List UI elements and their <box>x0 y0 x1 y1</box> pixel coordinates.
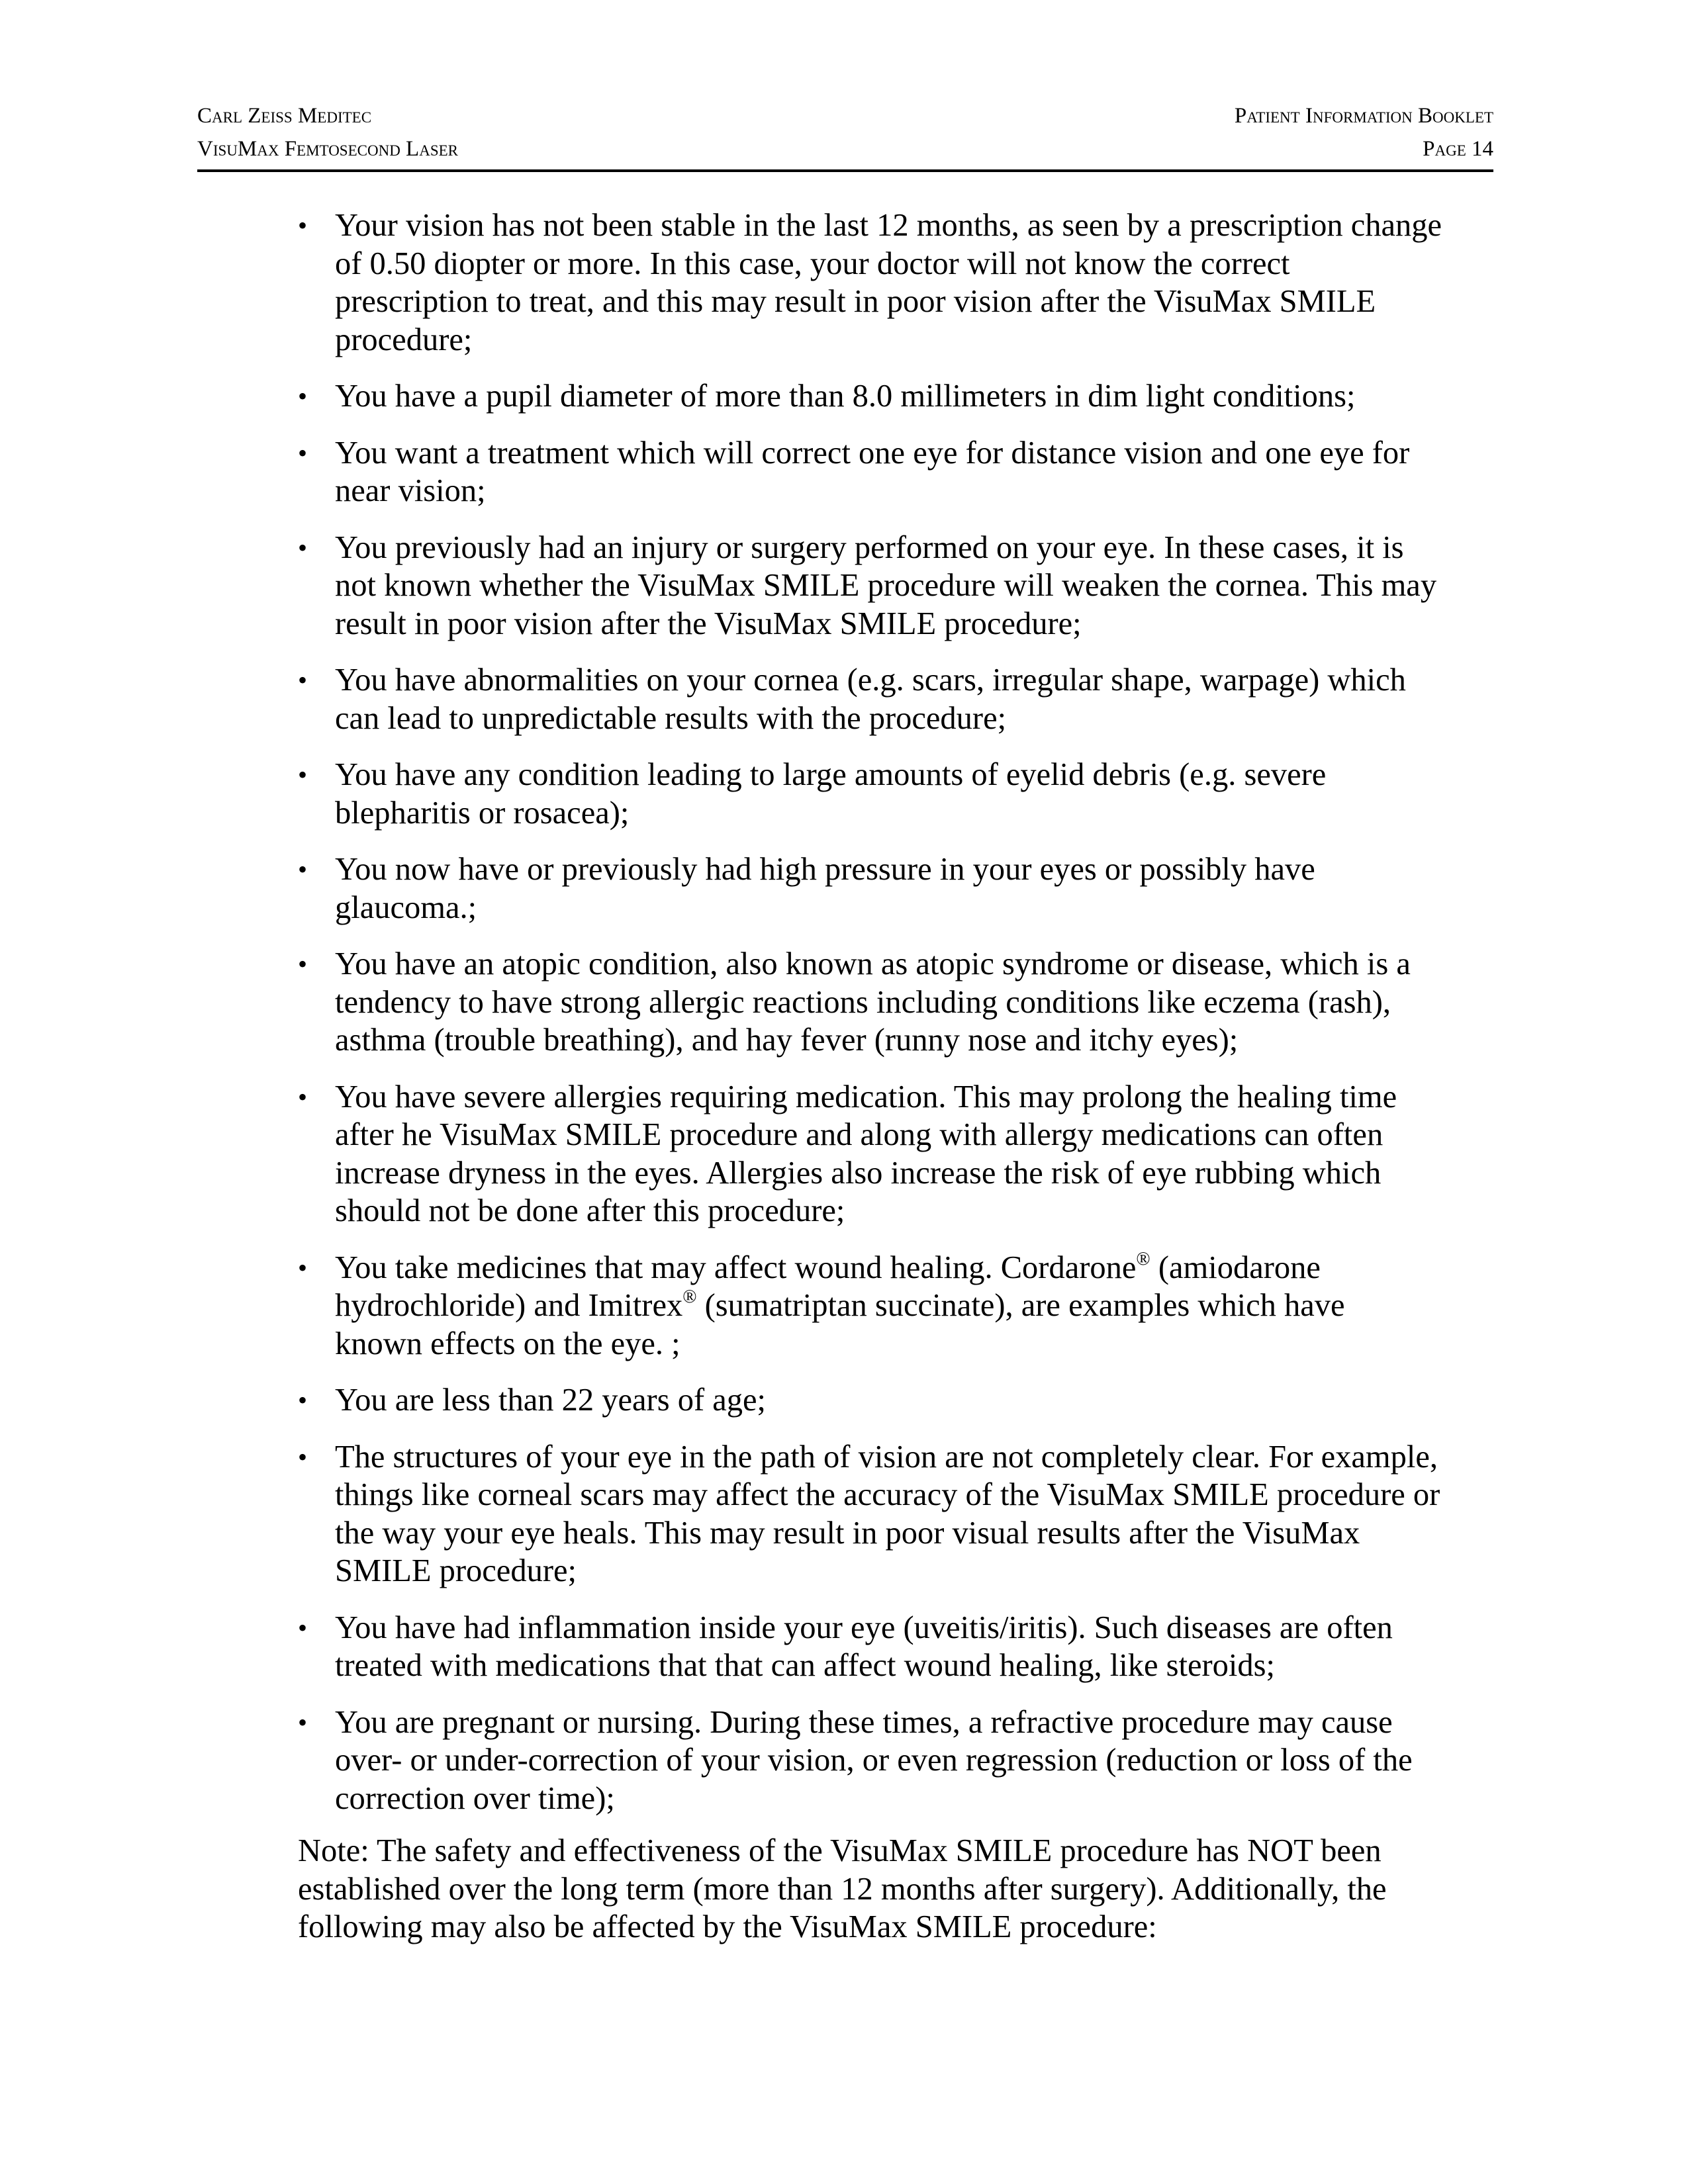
item-line: of 0.50 diopter or more. In this case, your doctor will not know the correct <box>335 246 1290 281</box>
item-line: You have had inflammation inside your eye (uveitis/iritis). Such diseases are often <box>335 1610 1393 1645</box>
bullet-icon: • <box>298 665 308 695</box>
item-line: You have an atopic condition, also known as atopic syndrome or disease, which is a <box>335 946 1411 981</box>
page-content <box>298 206 1489 1836</box>
item-line: near vision; <box>335 473 486 508</box>
item-line: after he VisuMax SMILE procedure and along with allergy medications can often <box>335 1117 1383 1152</box>
bullet-icon: • <box>298 760 308 790</box>
list-item <box>298 1609 1489 1685</box>
item-line: can lead to unpredictable results with the procedure; <box>335 700 1007 736</box>
item-text: hydrochloride) and Imitrex <box>335 1288 683 1323</box>
list-item <box>298 661 1489 737</box>
bullet-icon: • <box>298 1612 308 1643</box>
registered-trademark-mark: ® <box>1136 1248 1150 1269</box>
item-line: You now have or previously had high pressure in your eyes or possibly have <box>335 852 1315 887</box>
header-left <box>197 99 458 165</box>
item-line: You have a pupil diameter of more than 8.0 millimeters in dim light conditions; <box>335 379 1356 414</box>
list-item <box>298 1249 1489 1363</box>
bullet-icon: • <box>298 437 308 468</box>
list-item <box>298 434 1489 510</box>
item-line: You have abnormalities on your cornea (e.g. scars, irregular shape, warpage) which <box>335 662 1406 698</box>
item-line: asthma (trouble breathing), and hay fever (runny nose and itchy eyes); <box>335 1023 1239 1058</box>
item-line: You are pregnant or nursing. During these times, a refractive procedure may cause <box>335 1704 1393 1740</box>
document-title: Patient Information Booklet <box>1234 104 1493 128</box>
bullet-icon: • <box>298 854 308 884</box>
note-line: established over the long term (more than 12 months after surgery). Additionally, the <box>298 1871 1387 1907</box>
list-item <box>298 377 1489 416</box>
list-item <box>298 850 1489 927</box>
list-item <box>298 1438 1489 1590</box>
item-line: treated with medications that that can affect wound healing, like steroids; <box>335 1648 1275 1683</box>
item-line: The structures of your eye in the path of vision are not completely clear. For example, <box>335 1439 1438 1475</box>
safety-note <box>298 1832 1503 1946</box>
item-text: You take medicines that may affect wound healing. Cordarone <box>335 1250 1137 1285</box>
list-item <box>298 1381 1489 1420</box>
item-line: glaucoma.; <box>335 889 477 925</box>
item-line: You are less than 22 years of age; <box>335 1383 767 1418</box>
contraindication-list <box>298 206 1489 1817</box>
item-line: You previously had an injury or surgery performed on your eye. In these cases, it is <box>335 529 1404 565</box>
bullet-icon: • <box>298 949 308 979</box>
item-line: over- or under-correction of your vision, or even regression (reduction or loss of the <box>335 1743 1413 1778</box>
bullet-icon: • <box>298 381 308 411</box>
item-line: result in poor vision after the VisuMax SMILE procedure; <box>335 606 1082 641</box>
item-line: should not be done after this procedure; <box>335 1193 845 1228</box>
header-right <box>1235 99 1493 165</box>
product-name: VisuMax Femtosecond Laser <box>197 137 459 161</box>
list-item <box>298 756 1489 832</box>
list-item <box>298 529 1489 643</box>
bullet-icon: • <box>298 1081 308 1112</box>
item-line: the way your eye heals. This may result in poor visual results after the VisuMax <box>335 1515 1360 1551</box>
bullet-icon: • <box>298 1707 308 1737</box>
item-line: You have any condition leading to large amounts of eyelid debris (e.g. severe <box>335 757 1327 792</box>
list-item <box>298 206 1489 359</box>
list-item <box>298 945 1489 1060</box>
bullet-icon: • <box>298 1252 308 1283</box>
item-line: You want a treatment which will correct one eye for distance vision and one eye for <box>335 435 1410 471</box>
page-header <box>197 99 1493 172</box>
item-text: (sumatriptan succinate), are examples which have <box>696 1288 1345 1323</box>
list-item <box>298 1078 1489 1230</box>
registered-trademark-mark: ® <box>682 1287 697 1307</box>
item-line: Your vision has not been stable in the last 12 months, as seen by a prescription change <box>335 208 1442 243</box>
company-name: Carl Zeiss Meditec <box>197 104 372 128</box>
item-line: things like corneal scars may affect the accuracy of the VisuMax SMILE procedure or <box>335 1477 1440 1512</box>
item-line: not known whether the VisuMax SMILE procedure will weaken the cornea. This may <box>335 568 1437 603</box>
note-line: Note: The safety and effectiveness of the VisuMax SMILE procedure has NOT been <box>298 1833 1382 1868</box>
item-line: blepharitis or rosacea); <box>335 795 630 831</box>
item-line: SMILE procedure; <box>335 1553 577 1588</box>
item-line: tendency to have strong allergic reactions including conditions like eczema (rash), <box>335 984 1391 1020</box>
bullet-icon: • <box>298 210 308 240</box>
item-line: increase dryness in the eyes. Allergies also increase the risk of eye rubbing which <box>335 1155 1382 1191</box>
item-line: prescription to treat, and this may result in poor vision after the VisuMax SMILE <box>335 284 1376 319</box>
bullet-icon: • <box>298 532 308 563</box>
page-number: Page 14 <box>1423 137 1493 161</box>
item-text: (amiodarone <box>1150 1250 1321 1285</box>
list-item <box>298 1704 1489 1818</box>
item-line: You have severe allergies requiring medication. This may prolong the healing time <box>335 1079 1397 1115</box>
bullet-icon: • <box>298 1385 308 1415</box>
note-line: following may also be affected by the VisuMax SMILE procedure: <box>298 1909 1157 1944</box>
item-line: correction over time); <box>335 1780 615 1816</box>
bullet-icon: • <box>298 1441 308 1472</box>
item-line: procedure; <box>335 322 473 357</box>
item-text: known effects on the eye. ; <box>335 1326 680 1361</box>
